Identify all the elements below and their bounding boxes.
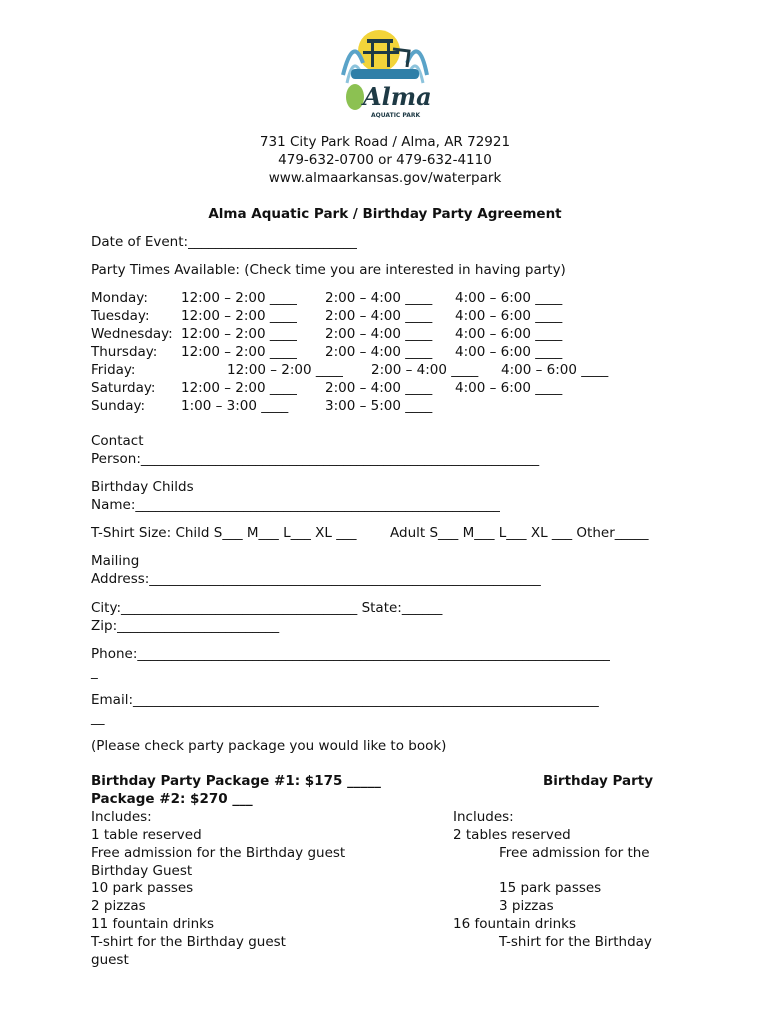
schedule-day: Thursday:: [91, 344, 158, 360]
schedule-slot[interactable]: 4:00 – 6:00 ____: [455, 380, 563, 396]
child-label: Birthday Childs: [91, 479, 194, 495]
child-name-field[interactable]: Name:______________________________________________________: [91, 497, 500, 513]
schedule-slot[interactable]: 3:00 – 5:00 ____: [325, 398, 433, 414]
package-1-item: Free admission for the Birthday guest: [91, 845, 346, 861]
phone-field[interactable]: Phone:______________________________________________________________________: [91, 646, 610, 662]
package-note: (Please check party package you would like to book): [91, 738, 447, 754]
package-1-item: guest: [91, 952, 129, 968]
schedule-slot[interactable]: 2:00 – 4:00 ____: [325, 344, 433, 360]
package-2-item: 15 park passes: [499, 880, 602, 896]
package-1-item: T-shirt for the Birthday guest: [91, 934, 286, 950]
phone-field-overflow: _: [91, 664, 98, 680]
address: 731 City Park Road / Alma, AR 72921: [259, 134, 511, 150]
schedule-slot[interactable]: 2:00 – 4:00 ____: [325, 290, 433, 306]
phone-numbers: 479-632-0700 or 479-632-4110: [278, 152, 492, 168]
package-2-item: Free admission for the: [499, 845, 650, 861]
package-2-heading: Birthday Party: [543, 773, 654, 789]
schedule-slot[interactable]: 12:00 – 2:00 ____: [181, 326, 297, 342]
mailing-address-field[interactable]: Address:__________________________________________________________: [91, 571, 541, 587]
schedule-slot[interactable]: 4:00 – 6:00 ____: [455, 326, 563, 342]
schedule-day: Monday:: [91, 290, 148, 306]
schedule-slot[interactable]: 2:00 – 4:00 ____: [325, 308, 433, 324]
package-2-item: T-shirt for the Birthday: [499, 934, 652, 950]
package-1-item: 11 fountain drinks: [91, 916, 215, 932]
package-2-item: 2 tables reserved: [453, 827, 571, 843]
schedule-slot[interactable]: 1:00 – 3:00 ____: [181, 398, 289, 414]
package-1-item: 2 pizzas: [91, 898, 146, 914]
date-of-event-field[interactable]: Date of Event:_________________________: [91, 234, 357, 250]
schedule-slot[interactable]: 12:00 – 2:00 ____: [181, 380, 297, 396]
schedule-slot[interactable]: 2:00 – 4:00 ____: [325, 380, 433, 396]
contact-person-field[interactable]: Person:___________________________________________________________: [91, 451, 540, 467]
schedule-day: Friday:: [91, 362, 136, 378]
city-state-field[interactable]: City:___________________________________ State:______: [91, 600, 443, 616]
package-2-item: 3 pizzas: [499, 898, 554, 914]
contact-label: Contact: [91, 433, 144, 449]
package-1-item: Birthday Guest: [91, 863, 193, 879]
package-2-includes: Includes:: [453, 809, 514, 825]
email-field[interactable]: Email:_____________________________________________________________________: [91, 692, 599, 708]
tshirt-child-field[interactable]: T-Shirt Size: Child S___ M___ L___ XL ___: [91, 525, 357, 541]
schedule-slot[interactable]: 4:00 – 6:00 ____: [501, 362, 609, 378]
schedule-slot[interactable]: 12:00 – 2:00 ____: [181, 344, 297, 360]
schedule-slot[interactable]: 2:00 – 4:00 ____: [325, 326, 433, 342]
package-1-item: 1 table reserved: [91, 827, 202, 843]
website-link[interactable]: www.almaarkansas.gov/waterpark: [268, 170, 502, 186]
package-2-checkbox-line[interactable]: Package #2: $270 ___: [91, 791, 253, 807]
logo-subtitle: AQUATIC PARK: [371, 112, 421, 119]
party-times-label: Party Times Available: (Check time you are interested in having party): [91, 262, 566, 278]
package-1-includes: Includes:: [91, 809, 152, 825]
schedule-day: Sunday:: [91, 398, 146, 414]
package-2-item: 16 fountain drinks: [453, 916, 577, 932]
page-title: Alma Aquatic Park / Birthday Party Agreement: [208, 206, 562, 222]
schedule-slot[interactable]: 12:00 – 2:00 ____: [227, 362, 343, 378]
schedule-slot[interactable]: 4:00 – 6:00 ____: [455, 344, 563, 360]
schedule-slot[interactable]: 2:00 – 4:00 ____: [371, 362, 479, 378]
schedule-slot[interactable]: 4:00 – 6:00 ____: [455, 308, 563, 324]
zip-field[interactable]: Zip:________________________: [91, 618, 280, 634]
schedule-day: Tuesday:: [91, 308, 150, 324]
package-1-item: 10 park passes: [91, 880, 194, 896]
schedule-slot[interactable]: 4:00 – 6:00 ____: [455, 290, 563, 306]
alma-aquatic-park-logo: [333, 25, 437, 120]
schedule-slot[interactable]: 12:00 – 2:00 ____: [181, 290, 297, 306]
mailing-label: Mailing: [91, 553, 140, 569]
logo-wordmark: Alma: [363, 82, 432, 111]
tshirt-adult-field[interactable]: Adult S___ M___ L___ XL ___ Other_____: [390, 525, 649, 541]
package-1-heading[interactable]: Birthday Party Package #1: $175 _____: [91, 773, 381, 789]
schedule-day: Saturday:: [91, 380, 156, 396]
schedule-day: Wednesday:: [91, 326, 173, 342]
email-field-overflow: __: [91, 710, 105, 726]
schedule-slot[interactable]: 12:00 – 2:00 ____: [181, 308, 297, 324]
